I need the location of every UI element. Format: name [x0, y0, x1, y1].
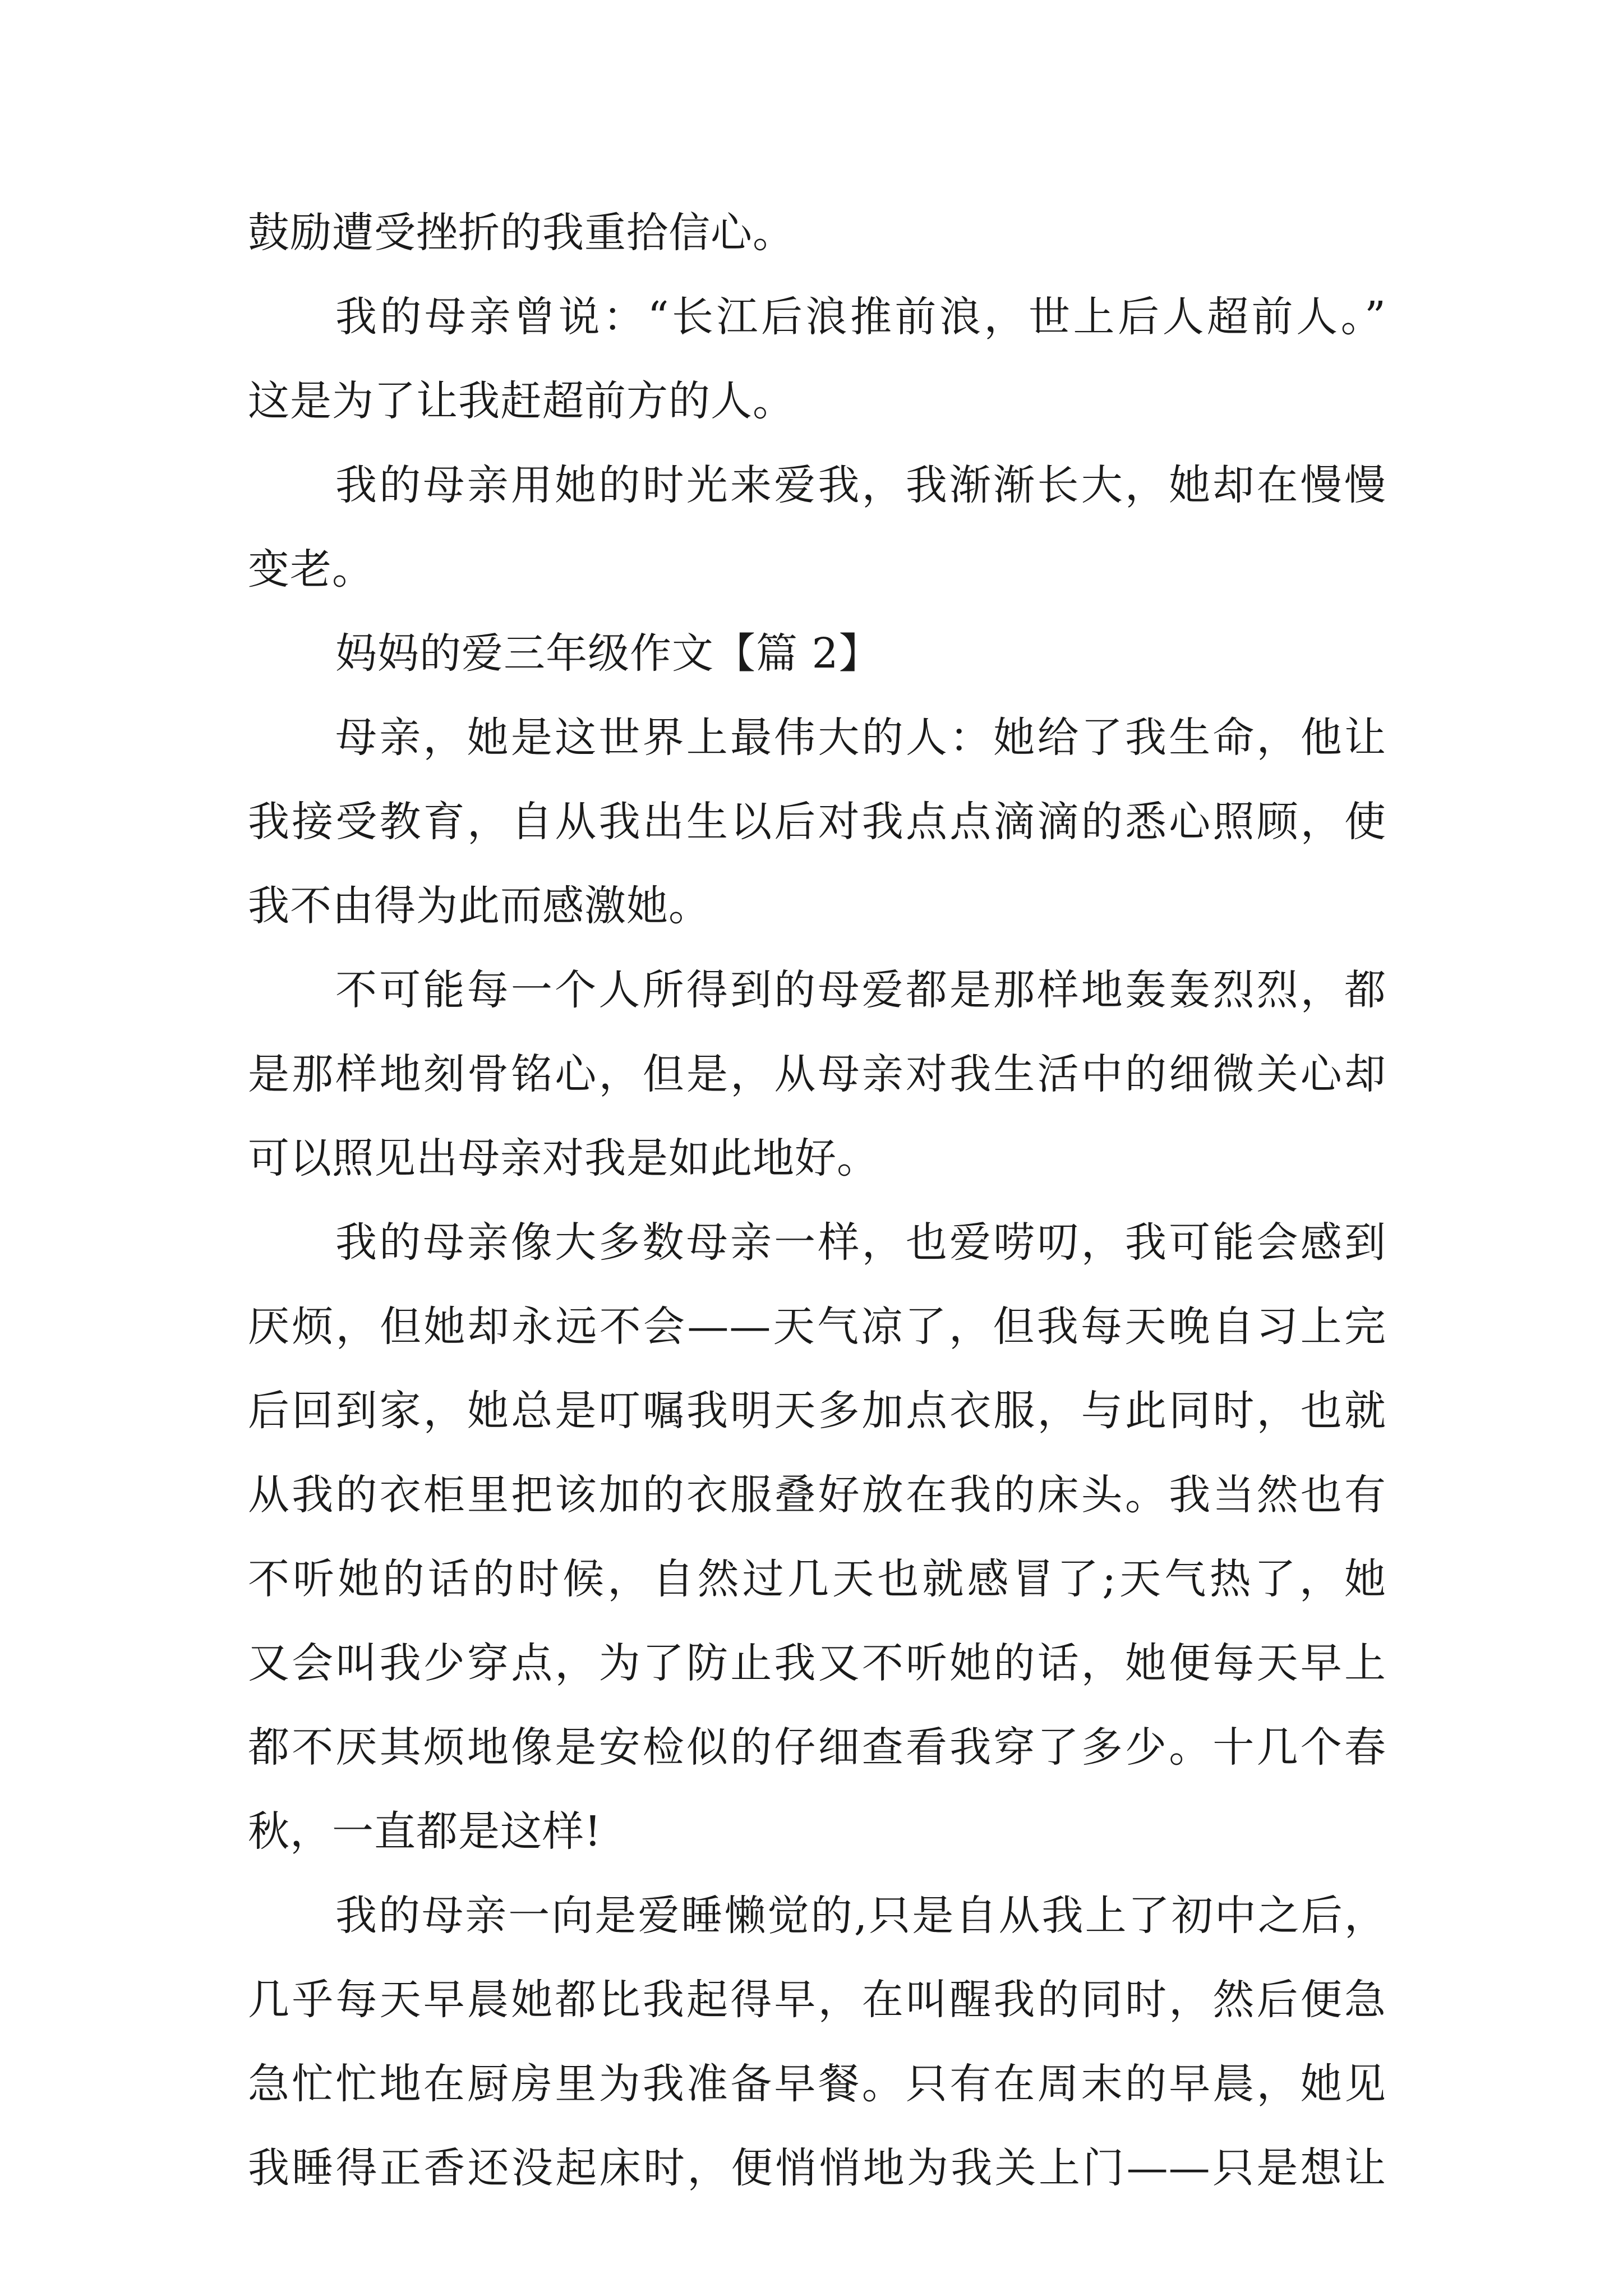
text-line: 秋，一直都是这样!: [248, 1807, 602, 1856]
text-line: 后回到家，她总是叮嘱我明天多加点衣服，与此同时，也就: [248, 1387, 1386, 1435]
text-line: 不可能每一个人所得到的母爱都是那样地轰轰烈烈，都: [335, 966, 1386, 1014]
section-heading: 妈妈的爱三年级作文【篇 2】: [335, 629, 881, 678]
text-line: 急忙忙地在厨房里为我准备早餐。只有在周末的早晨，她见: [248, 2060, 1386, 2108]
text-line: 又会叫我少穿点，为了防止我又不听她的话，她便每天早上: [248, 1639, 1386, 1687]
text-line: 可以照见出母亲对我是如此地好。: [248, 1134, 879, 1182]
text-line: 我的母亲一向是爱睡懒觉的,只是自从我上了初中之后，: [335, 1892, 1386, 1940]
text-line: 从我的衣柜里把该加的衣服叠好放在我的床头。我当然也有: [248, 1471, 1386, 1519]
text-line: 厌烦，但她却永远不会——天气凉了，但我每天晚自习上完: [248, 1303, 1386, 1351]
text-line: 我不由得为此而感激她。: [248, 882, 711, 930]
text-line: 几乎每天早晨她都比我起得早，在叫醒我的同时，然后便急: [248, 1976, 1386, 2024]
text-line: 母亲，她是这世界上最伟大的人：她给了我生命，他让: [335, 714, 1386, 762]
text-line: 是那样地刻骨铭心，但是，从母亲对我生活中的细微关心却: [248, 1050, 1386, 1098]
text-line: 我的母亲曾说：“长江后浪推前浪，世上后人超前人。”: [335, 293, 1386, 341]
text-line: 我的母亲用她的时光来爱我，我渐渐长大，她却在慢慢: [335, 461, 1386, 509]
text-line: 我睡得正香还没起床时，便悄悄地为我关上门——只是想让: [248, 2144, 1386, 2192]
text-line: 变老。: [248, 545, 374, 593]
text-line: 都不厌其烦地像是安检似的仔细查看我穿了多少。十几个春: [248, 1723, 1386, 1772]
text-line: 不听她的话的时候，自然过几天也就感冒了;天气热了，她: [248, 1555, 1386, 1603]
text-line: 我的母亲像大多数母亲一样，也爱唠叨，我可能会感到: [335, 1218, 1386, 1267]
text-line: 鼓励遭受挫折的我重拾信心。: [248, 209, 795, 257]
text-line: 我接受教育，自从我出生以后对我点点滴滴的悉心照顾，使: [248, 798, 1386, 846]
text-line: 这是为了让我赶超前方的人。: [248, 377, 795, 425]
